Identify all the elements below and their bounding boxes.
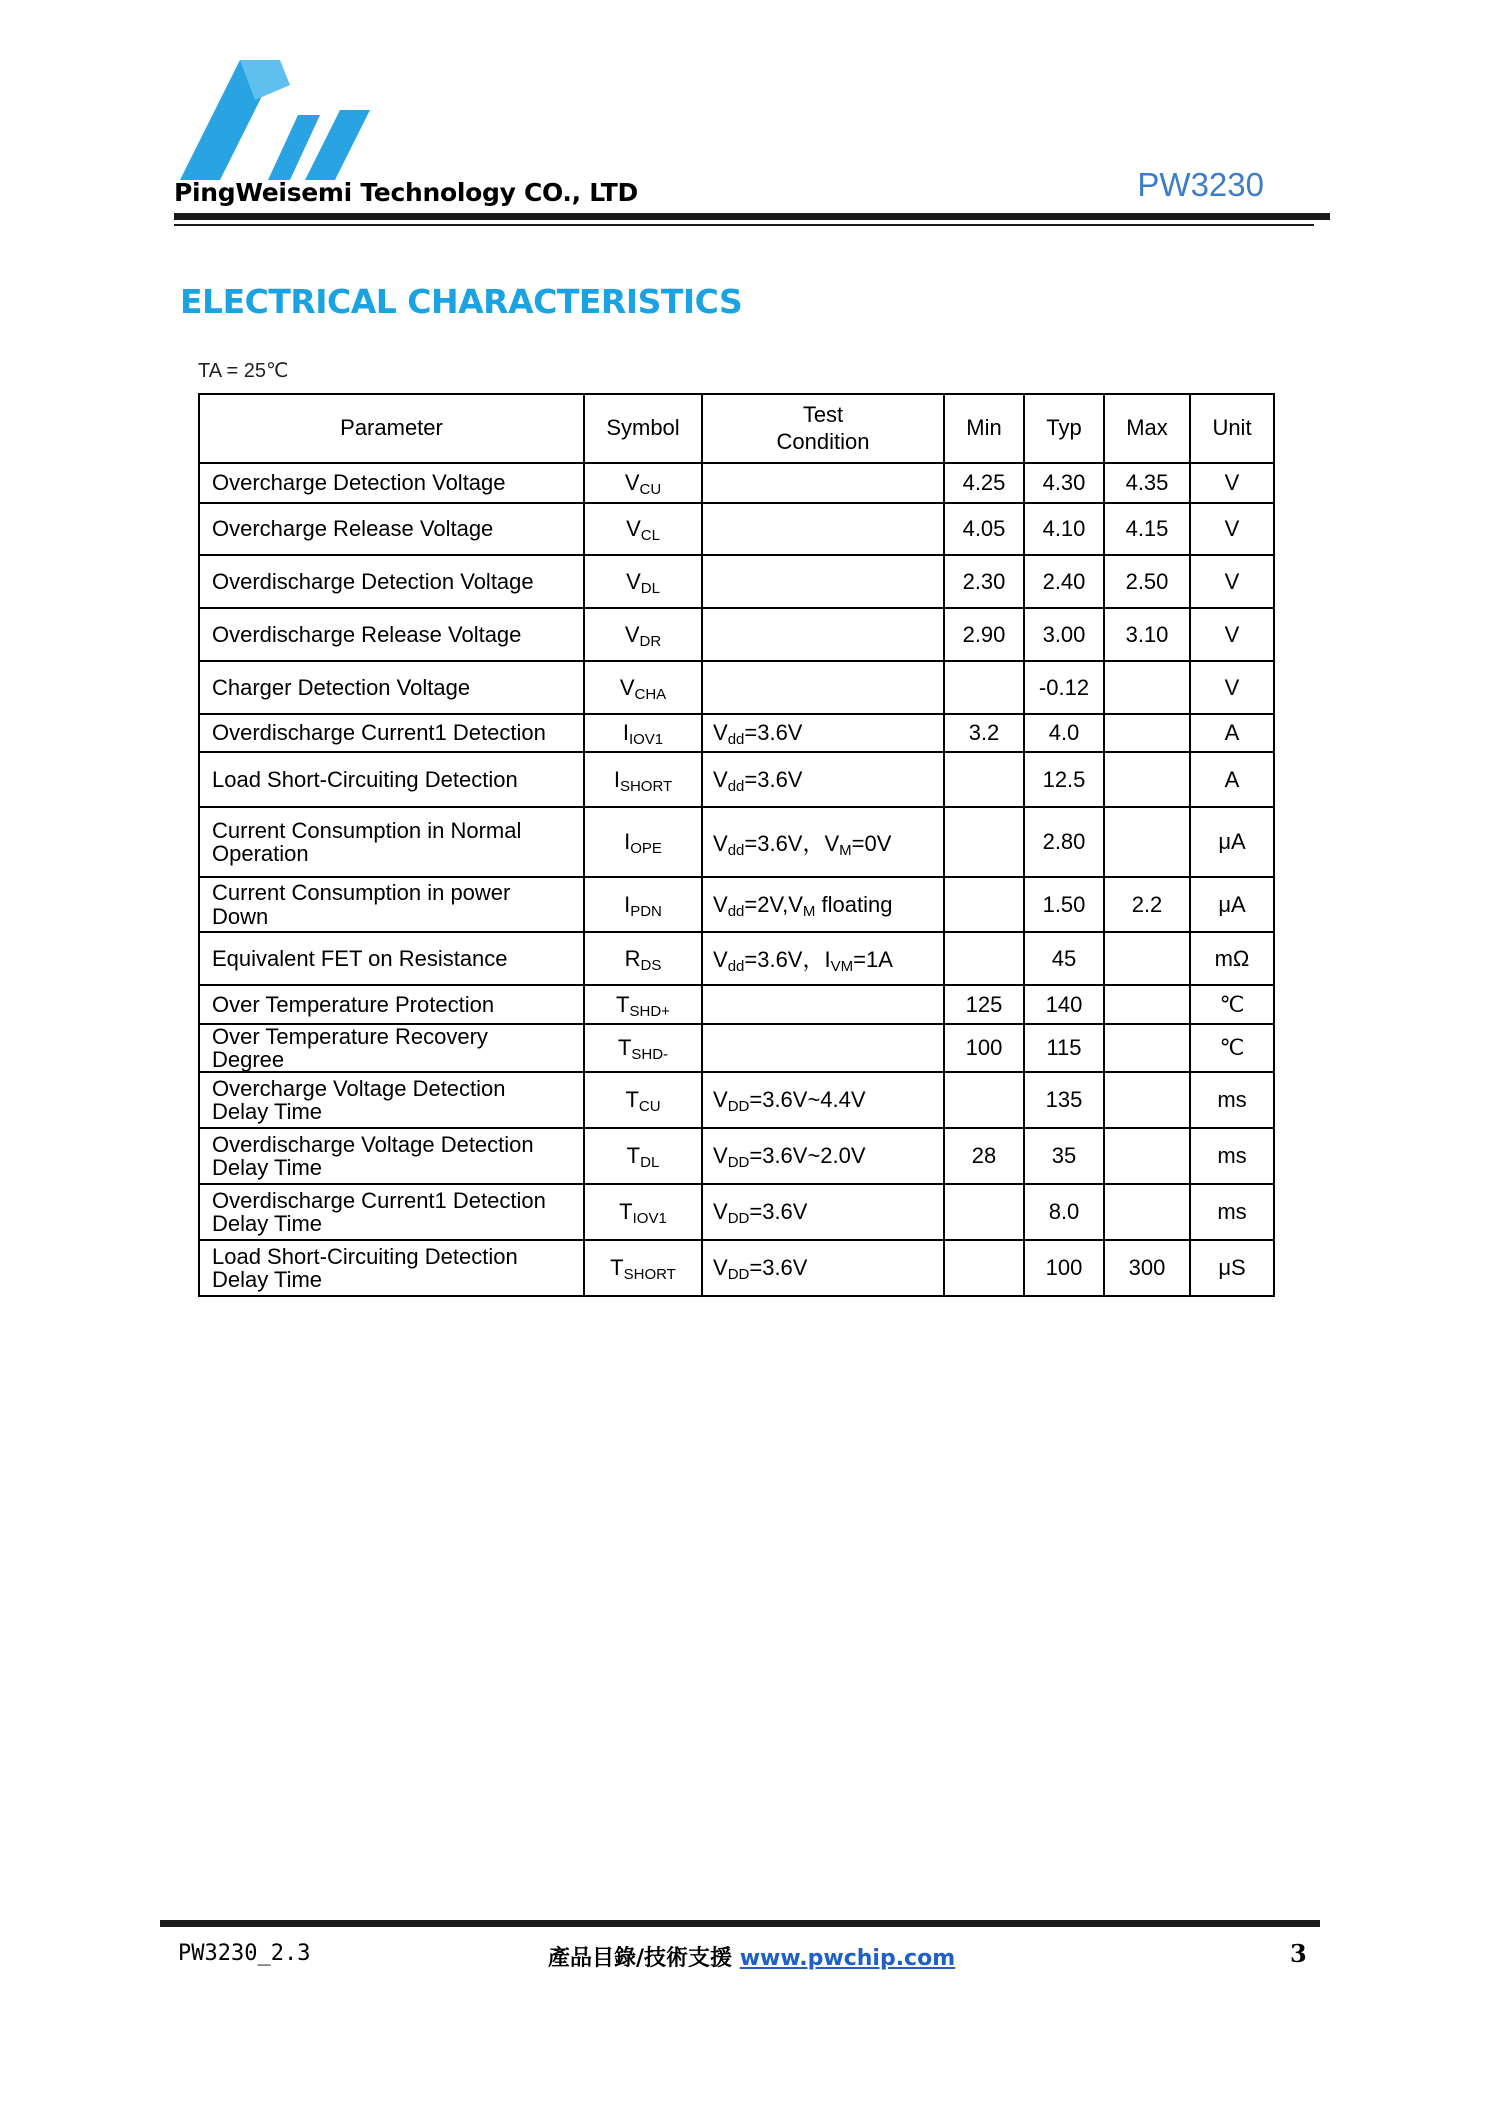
unit-cell: V — [1190, 463, 1274, 503]
page-number: 3 — [1290, 1939, 1307, 1968]
min-cell — [944, 752, 1024, 807]
cond-letter: V — [713, 1087, 728, 1113]
cond-value: =3.6V — [749, 1199, 808, 1225]
symbol-cell — [584, 1184, 702, 1240]
parameter-line1: Current Consumption in power — [212, 880, 511, 906]
cond-subscript: dd — [727, 958, 745, 975]
cond-value: =3.6V~4.4V — [749, 1087, 866, 1113]
max-cell: 2.2 — [1104, 877, 1190, 932]
table-row — [199, 1024, 1274, 1072]
table-row — [199, 555, 1274, 608]
part-number: PW3230 — [1137, 166, 1264, 203]
min-cell: 28 — [944, 1128, 1024, 1184]
condition-cell — [702, 1184, 944, 1240]
min-cell — [944, 1184, 1024, 1240]
symbol-letter: T — [616, 991, 630, 1017]
header-max: Max — [1104, 394, 1190, 463]
max-cell — [1104, 661, 1190, 714]
typ-cell: 12.5 — [1024, 752, 1104, 807]
max-cell — [1104, 932, 1190, 985]
symbol-letter: T — [610, 1255, 624, 1281]
max-cell — [1104, 1128, 1190, 1184]
condition-cell — [702, 752, 944, 807]
website-link[interactable]: www.pwchip.com — [739, 1946, 956, 1971]
typ-cell: 115 — [1024, 1024, 1104, 1072]
condition-cell — [702, 985, 944, 1024]
typ-cell: 1.50 — [1024, 877, 1104, 932]
symbol-cell — [584, 1072, 702, 1128]
max-cell — [1104, 1072, 1190, 1128]
symbol-cell — [584, 608, 702, 661]
table-row — [199, 503, 1274, 555]
symbol-letter: I — [624, 829, 631, 854]
symbol-cell — [584, 1024, 702, 1072]
parameter-cell — [199, 1184, 584, 1240]
parameter-cell — [199, 1072, 584, 1128]
max-cell — [1104, 807, 1190, 877]
symbol-letter: V — [624, 470, 640, 495]
cond-subscript-b: M — [802, 902, 816, 920]
min-cell: 2.30 — [944, 555, 1024, 608]
symbol-subscript: CHA — [634, 685, 667, 703]
parameter-line2: Operation — [212, 841, 309, 866]
symbol-letter: V — [626, 568, 641, 594]
parameter-cell: Overdischarge Release Voltage — [199, 608, 584, 661]
max-cell: 4.15 — [1104, 503, 1190, 555]
symbol-subscript: CU — [638, 1098, 661, 1116]
symbol-letter: I — [624, 891, 631, 917]
symbol-cell — [584, 555, 702, 608]
condition-cell — [702, 932, 944, 985]
cond-letter: V — [713, 891, 728, 917]
symbol-subscript: DL — [640, 1154, 660, 1172]
symbol-subscript: CL — [640, 527, 660, 544]
symbol-subscript: SHORT — [623, 1266, 676, 1284]
symbol-letter: T — [625, 1087, 639, 1113]
typ-cell: 4.10 — [1024, 503, 1104, 555]
symbol-cell — [584, 985, 702, 1024]
unit-cell: V — [1190, 555, 1274, 608]
table-row — [199, 752, 1274, 807]
unit-cell: A — [1190, 752, 1274, 807]
table-row — [199, 807, 1274, 877]
unit-cell: ℃ — [1190, 985, 1274, 1024]
min-cell — [944, 661, 1024, 714]
min-cell — [944, 1240, 1024, 1296]
parameter-cell — [199, 807, 584, 877]
parameter-line2: Degree — [212, 1047, 285, 1073]
unit-cell: μS — [1190, 1240, 1274, 1296]
header-test-line2: Condition — [776, 428, 870, 454]
symbol-letter: I — [613, 766, 620, 792]
parameter-cell: Overdischarge Current1 Detection — [199, 714, 584, 752]
symbol-subscript: SHORT — [619, 777, 673, 795]
symbol-subscript: IOV1 — [632, 1210, 667, 1228]
table-row — [199, 1184, 1274, 1240]
condition-cell — [702, 463, 944, 503]
symbol-cell — [584, 877, 702, 932]
min-cell: 2.90 — [944, 608, 1024, 661]
max-cell: 300 — [1104, 1240, 1190, 1296]
table-row — [199, 877, 1274, 932]
condition-cell — [702, 661, 944, 714]
symbol-subscript: DS — [640, 956, 662, 974]
cond-letter: V — [713, 1143, 728, 1169]
max-cell: 4.35 — [1104, 463, 1190, 503]
symbol-cell — [584, 1240, 702, 1296]
min-cell: 100 — [944, 1024, 1024, 1072]
typ-cell: 100 — [1024, 1240, 1104, 1296]
cond-subscript: DD — [727, 1266, 750, 1284]
header-typ: Typ — [1024, 394, 1104, 463]
typ-cell: 135 — [1024, 1072, 1104, 1128]
symbol-cell — [584, 661, 702, 714]
symbol-subscript: PDN — [630, 902, 662, 920]
header-symbol: Symbol — [584, 394, 702, 463]
parameter-cell: Overcharge Release Voltage — [199, 503, 584, 555]
unit-cell: ms — [1190, 1128, 1274, 1184]
max-cell — [1104, 985, 1190, 1024]
condition-cell — [702, 807, 944, 877]
min-cell — [944, 1072, 1024, 1128]
parameter-cell: Overcharge Detection Voltage — [199, 463, 584, 503]
condition-cell — [702, 877, 944, 932]
unit-cell: mΩ — [1190, 932, 1274, 985]
symbol-subscript: DR — [639, 632, 662, 650]
min-cell: 125 — [944, 985, 1024, 1024]
symbol-letter: T — [626, 1143, 641, 1169]
min-cell — [944, 807, 1024, 877]
parameter-line1: Overdischarge Voltage Detection — [212, 1132, 534, 1158]
condition-cell — [702, 1072, 944, 1128]
parameter-cell — [199, 1024, 584, 1072]
symbol-letter: T — [617, 1035, 632, 1061]
typ-cell: 8.0 — [1024, 1184, 1104, 1240]
unit-cell: V — [1190, 503, 1274, 555]
parameter-line2: Down — [212, 903, 269, 929]
parameter-cell — [199, 877, 584, 932]
table-row — [199, 932, 1274, 985]
condition-cell — [702, 1024, 944, 1072]
max-cell: 3.10 — [1104, 608, 1190, 661]
cond-value: =3.6V~2.0V — [749, 1143, 866, 1169]
support-line — [548, 1941, 955, 1972]
symbol-cell — [584, 807, 702, 877]
header-min: Min — [944, 394, 1024, 463]
symbol-subscript: SHD+ — [629, 1002, 670, 1020]
cond-subscript: DD — [727, 1098, 750, 1116]
max-cell — [1104, 714, 1190, 752]
typ-cell: 2.40 — [1024, 555, 1104, 608]
parameter-cell — [199, 1128, 584, 1184]
parameter-line1: Overdischarge Current1 Detection — [212, 1188, 546, 1214]
symbol-cell — [584, 503, 702, 555]
typ-cell: -0.12 — [1024, 661, 1104, 714]
parameter-cell: Load Short-Circuiting Detection — [199, 752, 584, 807]
cond-subscript: dd — [727, 841, 745, 859]
header-parameter: Parameter — [199, 394, 584, 463]
table-row — [199, 1240, 1274, 1296]
cond-subscript-b: VM — [830, 958, 854, 975]
cond-subscript: DD — [727, 1154, 750, 1172]
cond-value: =2V, — [744, 891, 789, 917]
cond-value-b: floating — [815, 891, 893, 917]
table-row — [199, 1072, 1274, 1128]
symbol-letter: V — [619, 674, 635, 700]
parameter-line2: Delay Time — [212, 1099, 323, 1125]
cond-value: =3.6V， — [744, 830, 825, 856]
parameter-cell — [199, 1240, 584, 1296]
symbol-letter: I — [622, 720, 629, 745]
condition-cell — [702, 608, 944, 661]
min-cell: 3.2 — [944, 714, 1024, 752]
unit-cell: ms — [1190, 1184, 1274, 1240]
symbol-cell — [584, 932, 702, 985]
symbol-subscript: DL — [640, 579, 660, 597]
parameter-line1: Over Temperature Recovery — [212, 1024, 488, 1049]
min-cell — [944, 877, 1024, 932]
typ-cell: 2.80 — [1024, 807, 1104, 877]
cond-value: =3.6V — [749, 1255, 808, 1281]
table-row — [199, 661, 1274, 714]
header-test-line1: Test — [802, 402, 844, 428]
condition-cell — [702, 555, 944, 608]
doc-version: PW3230_2.3 — [178, 1941, 311, 1966]
header-unit: Unit — [1190, 394, 1274, 463]
min-cell: 4.25 — [944, 463, 1024, 503]
symbol-letter: V — [624, 621, 640, 647]
header-test-condition — [702, 394, 944, 463]
parameter-cell: Charger Detection Voltage — [199, 661, 584, 714]
max-cell — [1104, 1184, 1190, 1240]
table-row — [199, 608, 1274, 661]
company-logo — [180, 60, 380, 180]
unit-cell: μA — [1190, 807, 1274, 877]
cond-value: =3.6V， — [744, 947, 825, 972]
typ-cell: 4.30 — [1024, 463, 1104, 503]
electrical-characteristics-table — [198, 393, 1275, 1297]
cond-value: =3.6V — [744, 720, 803, 745]
cond-letter-b: V — [824, 830, 840, 856]
min-cell: 4.05 — [944, 503, 1024, 555]
cond-subscript: DD — [727, 1210, 750, 1228]
condition-cell — [702, 503, 944, 555]
parameter-line1: Load Short-Circuiting Detection — [212, 1244, 518, 1270]
symbol-subscript: CU — [639, 481, 662, 498]
cond-value: =3.6V — [744, 766, 803, 792]
table-header-row — [199, 394, 1274, 463]
cond-letter: V — [713, 720, 728, 745]
symbol-letter: T — [619, 1199, 633, 1225]
unit-cell: A — [1190, 714, 1274, 752]
header-rule — [174, 213, 1330, 220]
parameter-cell: Equivalent FET on Resistance — [199, 932, 584, 985]
typ-cell: 3.00 — [1024, 608, 1104, 661]
cond-letter: V — [713, 766, 728, 792]
parameter-line1: Current Consumption in Normal — [212, 817, 522, 843]
cond-subscript-b: M — [839, 841, 852, 859]
symbol-cell — [584, 1128, 702, 1184]
cond-value-b: =1A — [853, 947, 893, 972]
condition-cell — [702, 714, 944, 752]
header-rule-thin — [174, 224, 1314, 226]
condition-cell — [702, 1128, 944, 1184]
min-cell — [944, 932, 1024, 985]
typ-cell: 35 — [1024, 1128, 1104, 1184]
cond-subscript: dd — [727, 777, 745, 795]
cond-subscript: dd — [727, 902, 745, 920]
unit-cell: V — [1190, 661, 1274, 714]
cond-value-b: =0V — [851, 830, 892, 856]
footer-rule — [160, 1920, 1320, 1927]
condition-cell — [702, 1240, 944, 1296]
section-title: ELECTRICAL CHARACTERISTICS — [180, 282, 743, 321]
unit-cell: ℃ — [1190, 1024, 1274, 1072]
parameter-cell: Overdischarge Detection Voltage — [199, 555, 584, 608]
cond-letter: V — [713, 947, 728, 972]
temperature-note: TA = 25℃ — [198, 360, 289, 382]
company-name: PingWeisemi Technology CO., LTD — [174, 178, 638, 207]
max-cell: 2.50 — [1104, 555, 1190, 608]
cond-subscript: dd — [727, 731, 745, 748]
cond-letter: V — [713, 1255, 728, 1281]
cond-letter: V — [713, 830, 728, 856]
unit-cell: μA — [1190, 877, 1274, 932]
cond-letter-b: I — [824, 947, 831, 972]
typ-cell: 4.0 — [1024, 714, 1104, 752]
parameter-cell: Over Temperature Protection — [199, 985, 584, 1024]
support-text: 產品目錄/技術支援 — [548, 1945, 740, 1971]
symbol-cell — [584, 463, 702, 503]
parameter-line2: Delay Time — [212, 1155, 323, 1181]
table-row — [199, 985, 1274, 1024]
symbol-subscript: OPE — [630, 840, 662, 857]
parameter-line2: Delay Time — [212, 1267, 323, 1293]
symbol-cell — [584, 714, 702, 752]
parameter-line2: Delay Time — [212, 1211, 323, 1237]
table-row — [199, 1128, 1274, 1184]
typ-cell: 140 — [1024, 985, 1104, 1024]
symbol-cell — [584, 752, 702, 807]
symbol-letter: R — [624, 945, 641, 971]
table-row — [199, 463, 1274, 503]
symbol-subscript: IOV1 — [628, 731, 664, 748]
unit-cell: V — [1190, 608, 1274, 661]
cond-letter-b: V — [788, 891, 803, 917]
table-row — [199, 714, 1274, 752]
unit-cell: ms — [1190, 1072, 1274, 1128]
max-cell — [1104, 752, 1190, 807]
parameter-line1: Overcharge Voltage Detection — [212, 1076, 506, 1102]
max-cell — [1104, 1024, 1190, 1072]
symbol-letter: V — [626, 516, 641, 541]
cond-letter: V — [713, 1199, 728, 1225]
symbol-subscript: SHD- — [631, 1046, 669, 1064]
typ-cell: 45 — [1024, 932, 1104, 985]
